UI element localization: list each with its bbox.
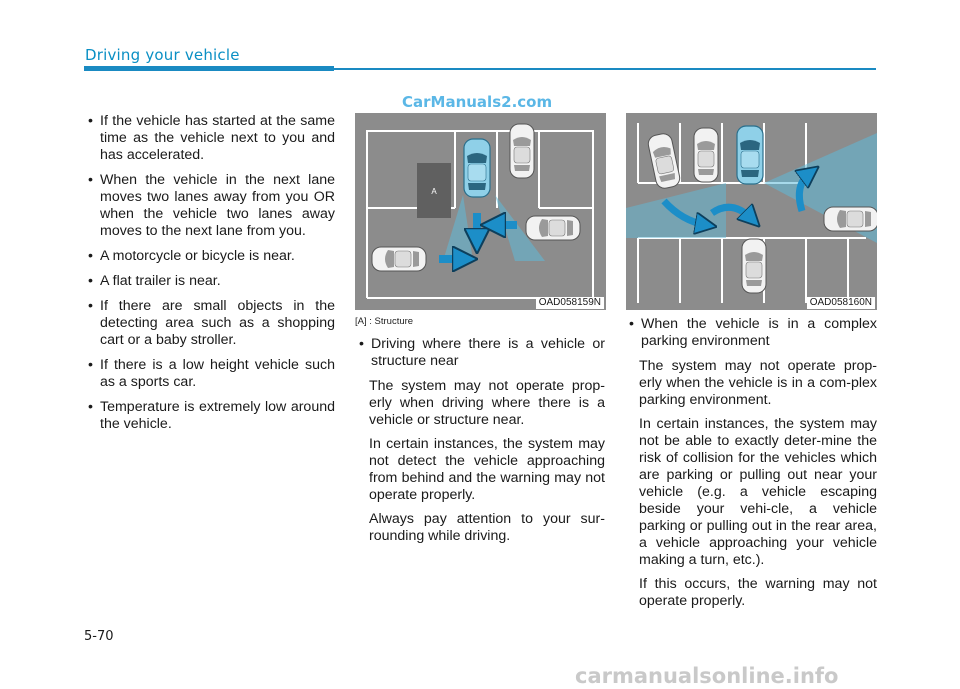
list-item: • A flat trailer is near. — [84, 273, 335, 290]
paragraph: The system may not operate prop-erly when driving where there is a vehicle or structure near. — [369, 378, 605, 428]
figure-code: OAD058159N — [536, 297, 604, 309]
parked-car-rear — [742, 239, 766, 293]
paragraph: In certain instances, the system may not be able to exactly deter-mine the risk of collision for the vehicles which are parking or pulling out near your vehicle (e.g. a vehicle escaping beside your vehi-cle, a vehicle parking or pulling out in the rear area, a vehicle approaching your vehicle making a turn, etc.). — [639, 416, 877, 568]
parked-car — [694, 128, 718, 182]
paragraph: Always pay attention to your sur-rounding while driving. — [369, 511, 605, 544]
own-vehicle — [737, 126, 763, 184]
watermark-top: CarManuals2.com — [402, 93, 553, 111]
approaching-car-right — [526, 216, 580, 240]
list-item: • When the vehicle is in a complex parking environment — [625, 316, 877, 350]
figure-complex-parking — [626, 113, 877, 310]
header-rule-thin — [334, 68, 876, 70]
column-1 — [84, 113, 335, 441]
paragraph: In certain instances, the system may not detect the vehicle approaching from behind and the warning may not operate properly. — [369, 436, 605, 503]
list-item: • A motorcycle or bicycle is near. — [84, 248, 335, 265]
complex-parking-illustration — [626, 113, 877, 310]
turning-car — [824, 207, 877, 231]
list-item: • If there is a low height vehicle such as a sports car. — [84, 357, 335, 391]
own-vehicle — [464, 139, 490, 197]
paragraph: The system may not operate prop-erly when the vehicle is in a com-plex parking environment. — [639, 358, 877, 408]
list-item: • If the vehicle has started at the same time as the vehicle next to you and has accelerated. — [84, 113, 335, 164]
list-item: • Temperature is extremely low around the vehicle. — [84, 399, 335, 433]
watermark-bottom: carmanualsonline.info — [575, 664, 839, 688]
passing-car-left — [372, 247, 426, 271]
figure-caption: [A] : Structure — [355, 316, 414, 327]
paragraph: If this occurs, the warning may not operate properly. — [639, 576, 877, 609]
column-2 — [355, 336, 605, 552]
parking-structure-illustration — [355, 113, 606, 310]
section-title: Driving your vehicle — [85, 46, 240, 64]
list-item: • If there are small objects in the detecting area such as a shopping cart or a baby stroller. — [84, 298, 335, 349]
parked-car — [510, 124, 534, 178]
header-rule-thick — [84, 66, 334, 71]
figure-structure-near — [355, 113, 606, 310]
structure-label: A — [431, 187, 437, 196]
figure-code: OAD058160N — [807, 297, 875, 309]
list-item: • Driving where there is a vehicle or structure near — [355, 336, 605, 370]
list-item: • When the vehicle in the next lane moves two lanes away from you OR when the vehicle two lanes away moves to the next lane from you. — [84, 172, 335, 240]
column-3 — [625, 316, 877, 617]
page-number: 5-70 — [84, 629, 114, 644]
conditions-list — [84, 113, 335, 433]
